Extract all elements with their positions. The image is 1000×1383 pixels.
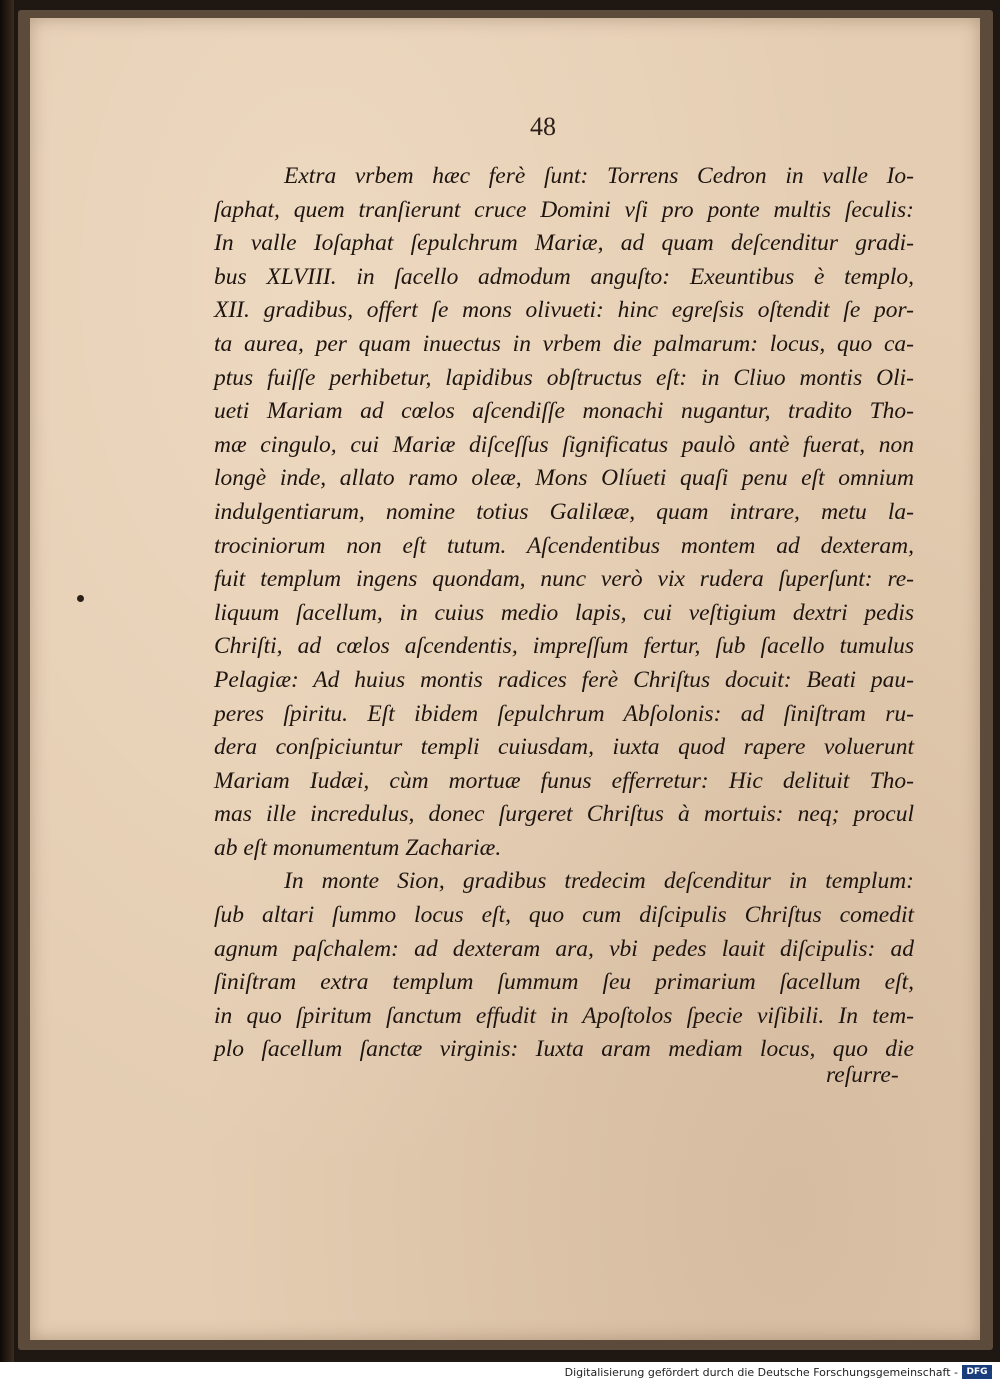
text-line: In valle Ioſaphat ſepulchrum Mariæ, ad quam deſcenditur gradi-	[214, 230, 914, 257]
text-line: Extra vrbem hæc ferè ſunt: Torrens Cedron in valle Io-	[284, 163, 914, 189]
text-line: Mariam Iudæi, cùm mortuæ funus efferretur: Hic delituit Tho-	[214, 767, 914, 794]
text-line: indulgentiarum, nomine totius Galilææ, quam intrare, metu la-	[214, 498, 914, 525]
text-line: ptus fuiſſe perhibetur, lapidibus obſtructus eſt: in Cliuo montis Oli-	[214, 364, 914, 391]
text-line: mas ille incredulus, donec ſurgeret Chriſtus à mortuis: neq; procul	[214, 801, 914, 828]
book-spine	[0, 0, 14, 1362]
text-block	[214, 160, 914, 1067]
text-line: ſaphat, quem tranſierunt cruce Domini vſi pro ponte multis ſeculis:	[214, 196, 914, 223]
text-line: ſub altari ſummo locus eſt, quo cum diſcipulis Chriſtus comedit	[214, 902, 914, 929]
text-line: ta aurea, per quam inuectus in vrbem die palmarum: locus, quo ca-	[214, 330, 914, 357]
text-line: longè inde, allato ramo oleæ, Mons Olíueti quaſi penu eſt omnium	[214, 465, 914, 492]
text-line: liquum ſacellum, in cuius medio lapis, cui veſtigium dextri pedis	[214, 599, 914, 626]
text-line: plo ſacellum ſanctæ virginis: Iuxta aram mediam locus, quo die	[214, 1036, 914, 1063]
text-line: mæ cingulo, cui Mariæ diſceſſus ſignificatus paulò antè fuerat, non	[214, 431, 914, 458]
dfg-logo: DFG	[962, 1365, 992, 1379]
text-line: In monte Sion, gradibus tredecim deſcenditur in templum:	[284, 868, 914, 895]
text-line: ſiniſtram extra templum ſummum ſeu primarium ſacellum eſt,	[214, 969, 914, 996]
funding-credit: Digitalisierung gefördert durch die Deutsche Forschungsgemeinschaft -	[564, 1366, 958, 1379]
text-line: Chriſti, ad cœlos aſcendentis, impreſſum fertur, ſub ſacello tumulus	[214, 633, 914, 660]
catchword: reſurre-	[826, 1062, 899, 1088]
text-line: peres ſpiritu. Eſt ibidem ſepulchrum Abſolonis: ad ſiniſtram ru-	[214, 700, 914, 727]
text-line: Pelagiæ: Ad huius montis radices ferè Chriſtus docuit: Beati pau-	[214, 666, 914, 693]
text-line: agnum paſchalem: ad dexteram ara, vbi pedes lauit diſcipulis: ad	[214, 935, 914, 962]
text-line: trociniorum non eſt tutum. Aſcendentibus montem ad dexteram,	[214, 532, 914, 559]
text-line: dera conſpiciuntur templi cuiusdam, iuxta quod rapere voluerunt	[214, 734, 914, 761]
margin-mark	[77, 595, 84, 602]
text-line: in quo ſpiritum ſanctum effudit in Apoſtolos ſpecie viſibili. In tem-	[214, 1002, 914, 1029]
text-line: ueti Mariam ad cœlos aſcendiſſe monachi nugantur, tradito Tho-	[214, 398, 914, 425]
text-line: ab eſt monumentum Zachariæ.	[214, 834, 502, 861]
text-line: fuit templum ingens quondam, nunc verò vix rudera ſuperſunt: re-	[214, 566, 914, 593]
text-line: XII. gradibus, offert ſe mons olivueti: hinc egreſsis oſtendit ſe por-	[214, 297, 914, 324]
page-number: 48	[530, 112, 556, 141]
text-line: bus XLVIII. in ſacello admodum anguſto: Exeuntibus è templo,	[214, 263, 914, 290]
